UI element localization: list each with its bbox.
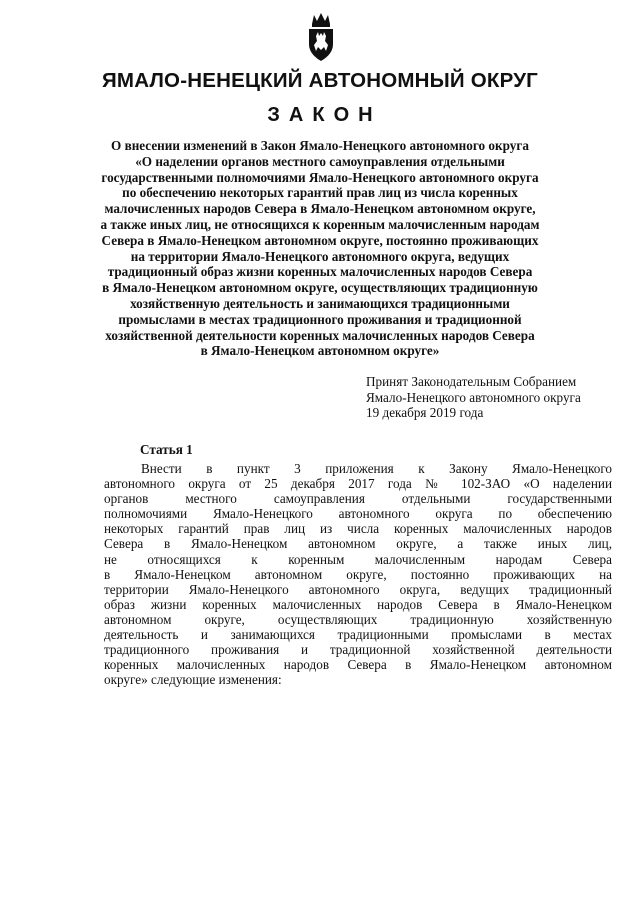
article-line: автономном округе, осуществляющих традиционную хозяйственную bbox=[104, 611, 612, 627]
article-line: органов местного самоуправления отдельными государственными bbox=[104, 491, 612, 507]
law-title-line: хозяйственную деятельность и занимающихся традиционными bbox=[130, 295, 510, 311]
region-title: ЯМАЛО-НЕНЕЦКИЙ АВТОНОМНЫЙ ОКРУГ bbox=[102, 69, 538, 92]
adoption-date: 19 декабря 2019 года bbox=[366, 405, 484, 420]
law-title-line: в Ямало-Ненецком автономном округе, осуществляющих традиционную bbox=[102, 280, 538, 296]
article-line: полномочиями Ямало-Ненецкого автономного округа по обеспечению bbox=[104, 506, 612, 522]
article-title: Статья 1 bbox=[140, 442, 193, 457]
adoption-line: Принят Законодательным Собранием bbox=[366, 374, 577, 389]
law-title-line: а также иных лиц, не относящихся к коренным малочисленным народам bbox=[100, 216, 540, 232]
article-line: Внести в пункт 3 приложения к Закону Ямало-Ненецкого bbox=[141, 461, 612, 476]
article-line: не относящихся к коренным малочисленным народам Севера bbox=[104, 551, 612, 567]
law-title-line: по обеспечению некоторых гарантий прав лиц из числа коренных bbox=[122, 185, 518, 201]
article-line: Севера в Ямало-Ненецком автономном округе, а также иных лиц, bbox=[104, 536, 612, 552]
article-line: традиционного проживания и традиционной хозяйственной деятельности bbox=[104, 642, 612, 658]
article-line: коренных малочисленных народов Севера в Ямало-Ненецком автономном bbox=[104, 657, 612, 673]
law-title-line: государственными полномочиями Ямало-Ненецкого автономного округа bbox=[101, 169, 539, 185]
law-title-line: традиционный образ жизни коренных малочисленных народов Севера bbox=[107, 264, 533, 280]
article-line: округе» следующие изменения: bbox=[104, 672, 282, 688]
article-line: автономного округа от 25 декабря 2017 года № 102-ЗАО «О наделении bbox=[104, 476, 612, 492]
article-line: территории Ямало-Ненецкого автономного округа, ведущих традиционный bbox=[104, 581, 612, 597]
adoption-note bbox=[366, 374, 581, 421]
law-title-line: хозяйственной деятельности коренных малочисленных народов Севера bbox=[105, 327, 535, 343]
document-type-title: ЗАКОН bbox=[267, 104, 382, 126]
coat-of-arms-icon bbox=[306, 12, 336, 62]
adoption-line: Ямало-Ненецкого автономного округа bbox=[366, 389, 581, 405]
law-title-line: в Ямало-Ненецком автономном округе» bbox=[200, 343, 440, 359]
law-title-line: промыслами в местах традиционного проживания и традиционной bbox=[118, 311, 522, 327]
article-line: в Ямало-Ненецком автономном округе, постоянно проживающих на bbox=[104, 566, 612, 582]
law-title bbox=[100, 138, 540, 359]
law-title-line: «О наделении органов местного самоуправления отдельными bbox=[135, 153, 505, 169]
law-title-line: малочисленных народов Севера в Ямало-Ненецком автономном округе, bbox=[104, 201, 536, 217]
article-body bbox=[104, 461, 612, 687]
article-line: образ жизни коренных малочисленных народов Севера в Ямало-Ненецком bbox=[104, 596, 612, 612]
law-title-line: на территории Ямало-Ненецкого автономного округа, ведущих bbox=[130, 248, 510, 264]
article-line: деятельность и занимающихся традиционными промыслами в местах bbox=[104, 627, 612, 643]
article-line: некоторых гарантий прав лиц из числа коренных малочисленных народов bbox=[104, 521, 612, 537]
law-title-line: О внесении изменений в Закон Ямало-Ненецкого автономного округа bbox=[111, 138, 529, 153]
law-title-line: Севера в Ямало-Ненецком автономном округе, постоянно проживающих bbox=[101, 232, 539, 248]
